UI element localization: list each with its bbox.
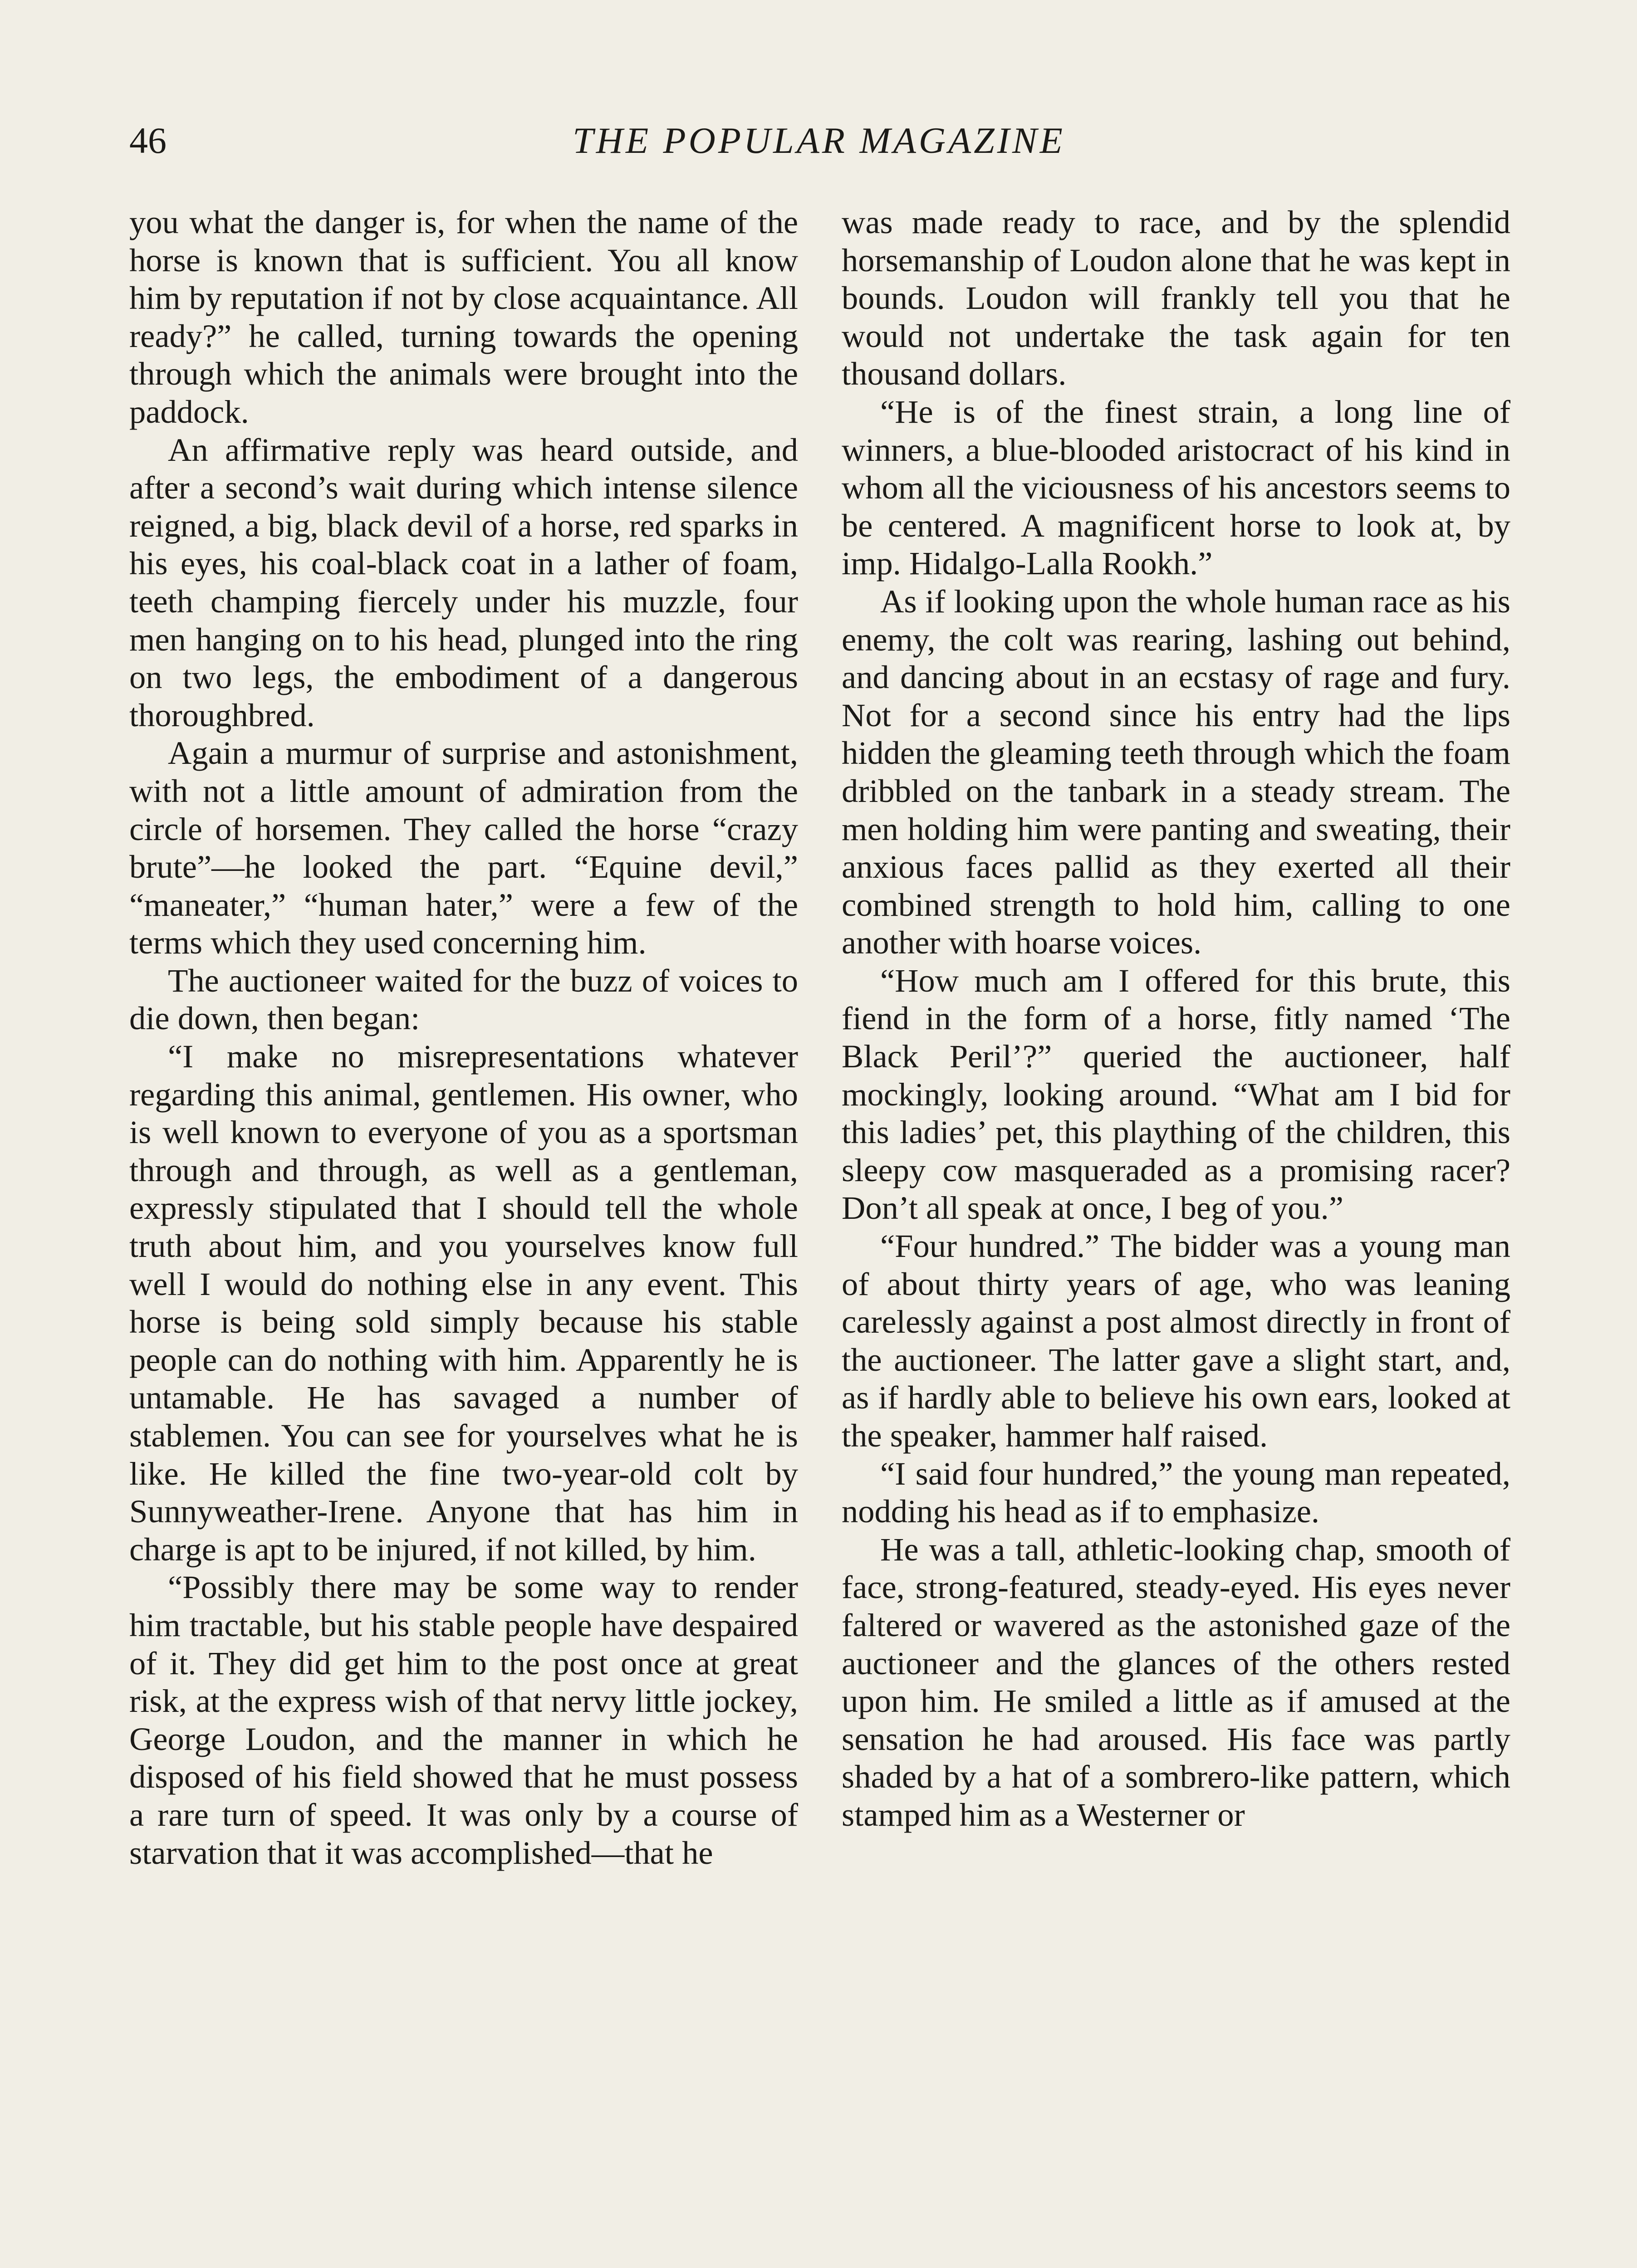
paragraph: “He is of the finest strain, a long line of winners, a blue-blooded aristocract of his kind in whom all the viciousness of his ancestors seems to be centered. A magnificent horse to look at, by imp. Hidalgo-Lalla Rookh.” (842, 393, 1510, 582)
paragraph: The auctioneer waited for the buzz of voices to die down, then began: (129, 962, 798, 1037)
running-title: THE POPULAR MAGAZINE (573, 120, 1065, 161)
paragraph: “Four hundred.” The bidder was a young man of about thirty years of age, who was leaning carelessly against a post almost directly in front of the auctioneer. The latter gave a slight start, and, as if hardly able to believe his own ears, looked at the speaker, hammer half raised. (842, 1227, 1510, 1454)
paragraph: As if looking upon the whole human race as his enemy, the colt was rearing, lashing out behind, and dancing about in an ecstasy of rage and fury. Not for a second since his entry had the lips hidden the gleaming teeth through which the foam dribbled on the tanbark in a steady stream. The men holding him were panting and sweating, their anxious faces pallid as they exerted all their combined strength to hold him, calling to one another with hoarse voices. (842, 582, 1510, 961)
paragraph: “Possibly there may be some way to render him tractable, but his stable people have despaired of it. They did get him to the post once at great risk, at the express wish of that nervy little jockey, George Loudon, and the manner in which he disposed of his field showed that he must possess a rare turn of speed. It was only by a course of starvation that it was accomplished—that he (129, 1569, 798, 1871)
paragraph: was made ready to race, and by the splendid horsemanship of Loudon alone that he was kept in bounds. Loudon will frankly tell you that he would not undertake the task again for ten thousand dollars. (842, 204, 1510, 392)
paragraph: “How much am I offered for this brute, this fiend in the form of a horse, fitly named ‘The Black Peril’?” queried the auctioneer, half mockingly, looking around. “What am I bid for this ladies’ pet, this plaything of the children, this sleepy cow masqueraded as a promising racer? Don’t all speak at once, I beg of you.” (842, 962, 1510, 1227)
paragraph: you what the danger is, for when the name of the horse is known that is sufficient. You all know him by reputation if not by close acquaintance. All ready?” he called, turning towards the opening through which the animals were brought into the paddock. (129, 204, 798, 430)
paragraph: An affirmative reply was heard outside, and after a second’s wait during which intense silence reigned, a big, black devil of a horse, red sparks in his eyes, his coal-black coat in a lather of foam, teeth champing fiercely under his muzzle, four men hanging on to his head, plunged into the ring on two legs, the embodiment of a dangerous thoroughbred. (129, 431, 798, 733)
page-number: 46 (129, 120, 167, 161)
paragraph: He was a tall, athletic-looking chap, smooth of face, strong-featured, steady-eyed. His eyes never faltered or wavered as the astonished gaze of the auctioneer and the glances of the others rested upon him. He smiled a little as if amused at the sensation he had aroused. His face was partly shaded by a hat of a sombrero-like pattern, which stamped him as a Westerner or (842, 1530, 1510, 1833)
paragraph: “I make no misrepresentations whatever regarding this animal, gentlemen. His owner, who is well known to everyone of you as a sportsman through and through, as well as a gentleman, expressly stipulated that I should tell the whole truth about him, and you yourselves know full well I would do nothing else in any event. This horse is being sold simply because his stable people can do nothing with him. Apparently he is untamable. He has savaged a number of stablemen. You can see for yourselves what he is like. He killed the fine two-year-old colt by Sunnyweather-Irene. Anyone that has him in charge is apt to be injured, if not killed, by him. (129, 1038, 798, 1568)
text-column-right (842, 203, 1510, 1834)
paragraph: “I said four hundred,” the young man repeated, nodding his head as if to emphasize. (842, 1455, 1510, 1530)
page-header (129, 116, 1509, 166)
paragraph: Again a murmur of surprise and astonishment, with not a little amount of admiration from the circle of horsemen. They called the horse “crazy brute”—he looked the part. “Equine devil,” “maneater,” “human hater,” were a few of the terms which they used concerning him. (129, 734, 798, 961)
text-column-left (129, 203, 798, 1872)
